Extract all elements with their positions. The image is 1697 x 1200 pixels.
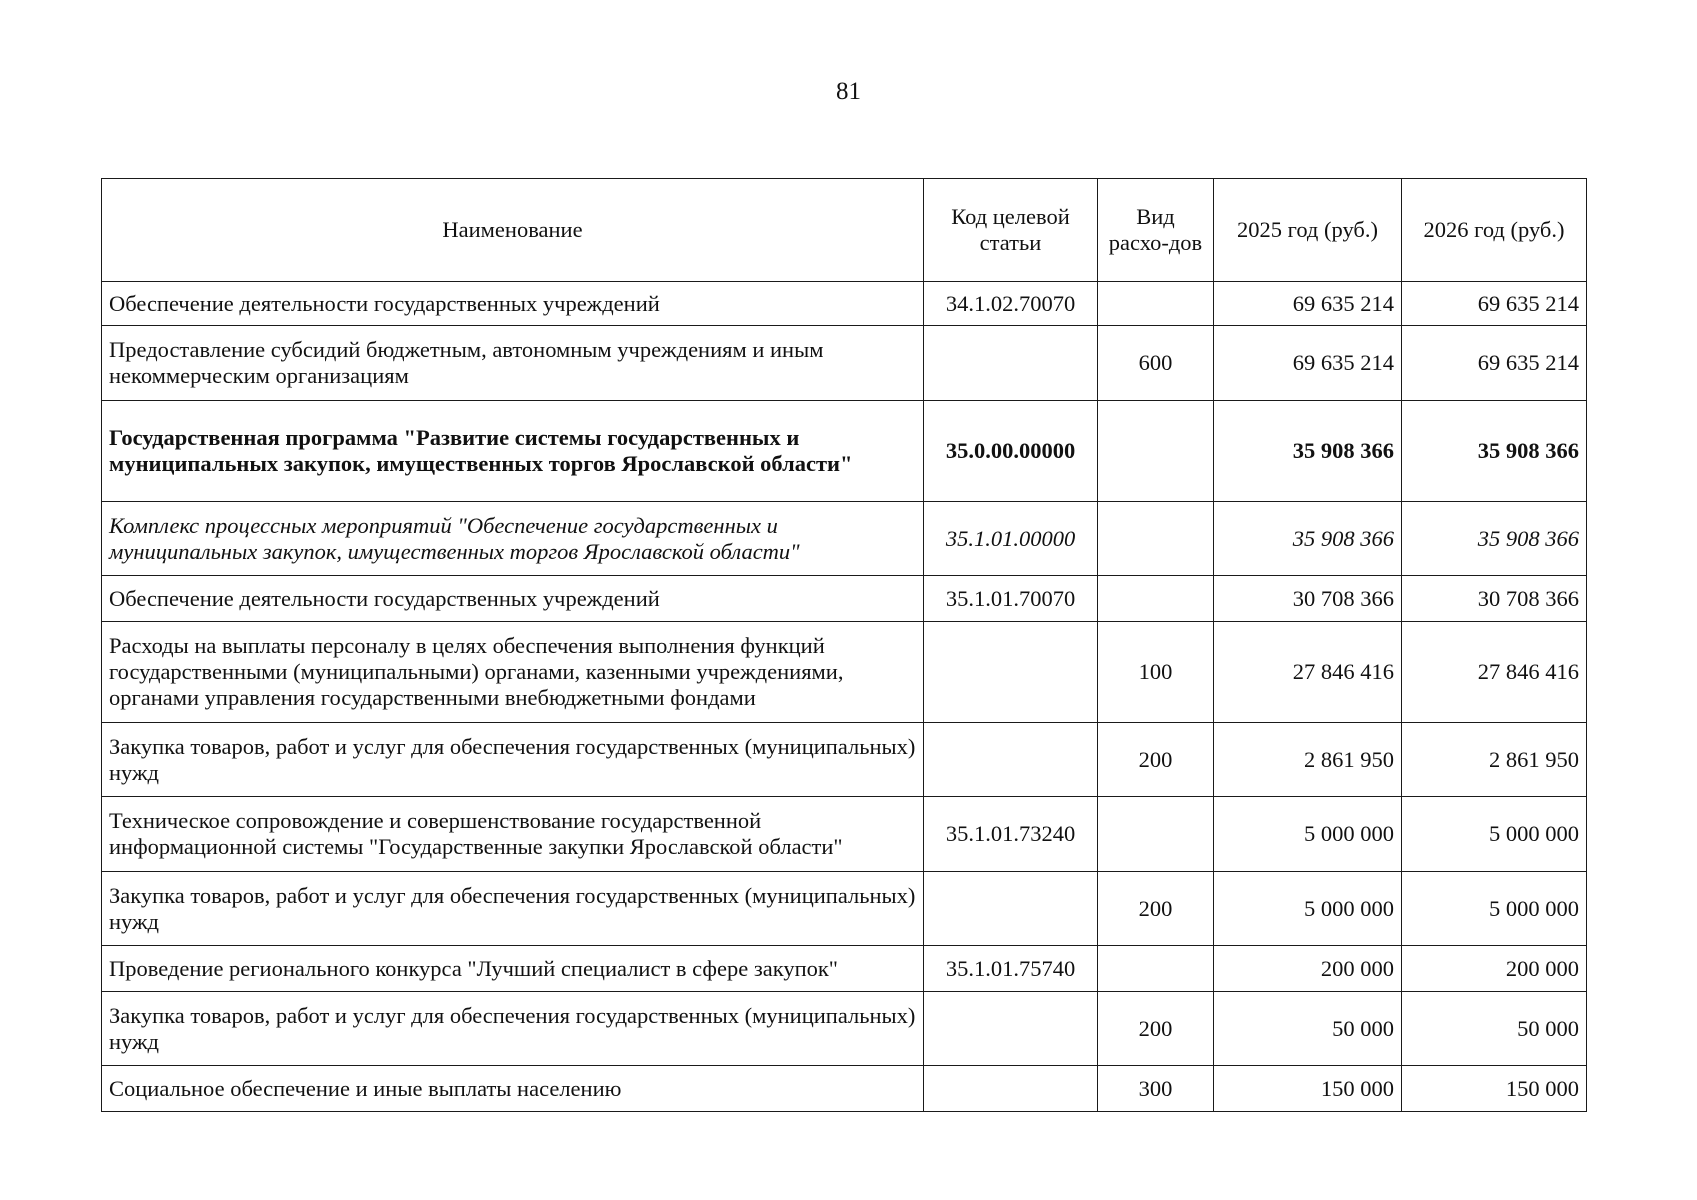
row-code [924, 622, 1098, 723]
row-type: 200 [1098, 872, 1214, 946]
row-type [1098, 797, 1214, 872]
header-code: Код целевой статьи [924, 179, 1098, 282]
table-row [102, 282, 1587, 326]
page-number: 81 [836, 78, 861, 105]
row-name: Комплекс процессных мероприятий "Обеспечение государственных и муниципальных закупок, имущественных торгов Ярославской области" [102, 502, 924, 576]
row-amount-2025: 35 908 366 [1214, 502, 1402, 576]
row-amount-2025: 2 861 950 [1214, 723, 1402, 797]
header-name: Наименование [102, 179, 924, 282]
row-code [924, 872, 1098, 946]
row-amount-2025: 69 635 214 [1214, 282, 1402, 326]
row-type [1098, 282, 1214, 326]
row-name: Обеспечение деятельности государственных учреждений [102, 576, 924, 622]
row-amount-2026: 50 000 [1402, 992, 1587, 1066]
row-code: 35.1.01.00000 [924, 502, 1098, 576]
row-amount-2025: 35 908 366 [1214, 401, 1402, 502]
row-amount-2025: 150 000 [1214, 1066, 1402, 1112]
row-type: 200 [1098, 992, 1214, 1066]
row-amount-2026: 69 635 214 [1402, 326, 1587, 401]
row-name: Расходы на выплаты персоналу в целях обеспечения выполнения функций государственными (муниципальными) органами, казенными учреждениями, органами управления государственными внебюджетными фондами [102, 622, 924, 723]
row-name: Проведение регионального конкурса "Лучший специалист в сфере закупок" [102, 946, 924, 992]
header-2026: 2026 год (руб.) [1402, 179, 1587, 282]
row-amount-2025: 5 000 000 [1214, 872, 1402, 946]
row-amount-2025: 27 846 416 [1214, 622, 1402, 723]
row-name: Социальное обеспечение и иные выплаты населению [102, 1066, 924, 1112]
row-amount-2026: 69 635 214 [1402, 282, 1587, 326]
budget-table [101, 178, 1587, 1112]
row-code: 35.1.01.73240 [924, 797, 1098, 872]
table-row [102, 502, 1587, 576]
table-row [102, 872, 1587, 946]
row-code [924, 1066, 1098, 1112]
row-name: Государственная программа "Развитие системы государственных и муниципальных закупок, имущественных торгов Ярославской области" [102, 401, 924, 502]
row-name: Предоставление субсидий бюджетным, автономным учреждениям и иным некоммерческим организациям [102, 326, 924, 401]
row-type: 100 [1098, 622, 1214, 723]
table-body [102, 282, 1587, 1112]
row-amount-2025: 69 635 214 [1214, 326, 1402, 401]
row-amount-2026: 2 861 950 [1402, 723, 1587, 797]
table-header-row [102, 179, 1587, 282]
row-name: Обеспечение деятельности государственных учреждений [102, 282, 924, 326]
row-name: Закупка товаров, работ и услуг для обеспечения государственных (муниципальных) нужд [102, 723, 924, 797]
table-row [102, 1066, 1587, 1112]
table-row [102, 401, 1587, 502]
row-type [1098, 502, 1214, 576]
row-amount-2026: 27 846 416 [1402, 622, 1587, 723]
row-amount-2026: 200 000 [1402, 946, 1587, 992]
table-row [102, 992, 1587, 1066]
row-amount-2025: 30 708 366 [1214, 576, 1402, 622]
row-amount-2026: 150 000 [1402, 1066, 1587, 1112]
header-2025: 2025 год (руб.) [1214, 179, 1402, 282]
row-type [1098, 946, 1214, 992]
row-code [924, 326, 1098, 401]
header-type: Вид расхо-дов [1098, 179, 1214, 282]
table-row [102, 946, 1587, 992]
row-type: 200 [1098, 723, 1214, 797]
row-type [1098, 401, 1214, 502]
row-code: 35.0.00.00000 [924, 401, 1098, 502]
row-amount-2026: 5 000 000 [1402, 797, 1587, 872]
row-amount-2025: 200 000 [1214, 946, 1402, 992]
row-code [924, 723, 1098, 797]
row-code: 35.1.01.75740 [924, 946, 1098, 992]
table-row [102, 326, 1587, 401]
table-row [102, 622, 1587, 723]
table-row [102, 576, 1587, 622]
row-amount-2025: 50 000 [1214, 992, 1402, 1066]
row-code [924, 992, 1098, 1066]
row-amount-2026: 5 000 000 [1402, 872, 1587, 946]
row-amount-2026: 30 708 366 [1402, 576, 1587, 622]
row-code: 34.1.02.70070 [924, 282, 1098, 326]
row-name: Закупка товаров, работ и услуг для обеспечения государственных (муниципальных) нужд [102, 872, 924, 946]
row-amount-2025: 5 000 000 [1214, 797, 1402, 872]
row-name: Закупка товаров, работ и услуг для обеспечения государственных (муниципальных) нужд [102, 992, 924, 1066]
row-type [1098, 576, 1214, 622]
row-amount-2026: 35 908 366 [1402, 401, 1587, 502]
row-amount-2026: 35 908 366 [1402, 502, 1587, 576]
row-type: 300 [1098, 1066, 1214, 1112]
table-row [102, 797, 1587, 872]
row-type: 600 [1098, 326, 1214, 401]
row-code: 35.1.01.70070 [924, 576, 1098, 622]
row-name: Техническое сопровождение и совершенствование государственной информационной системы "Государственные закупки Ярославской области" [102, 797, 924, 872]
table-row [102, 723, 1587, 797]
